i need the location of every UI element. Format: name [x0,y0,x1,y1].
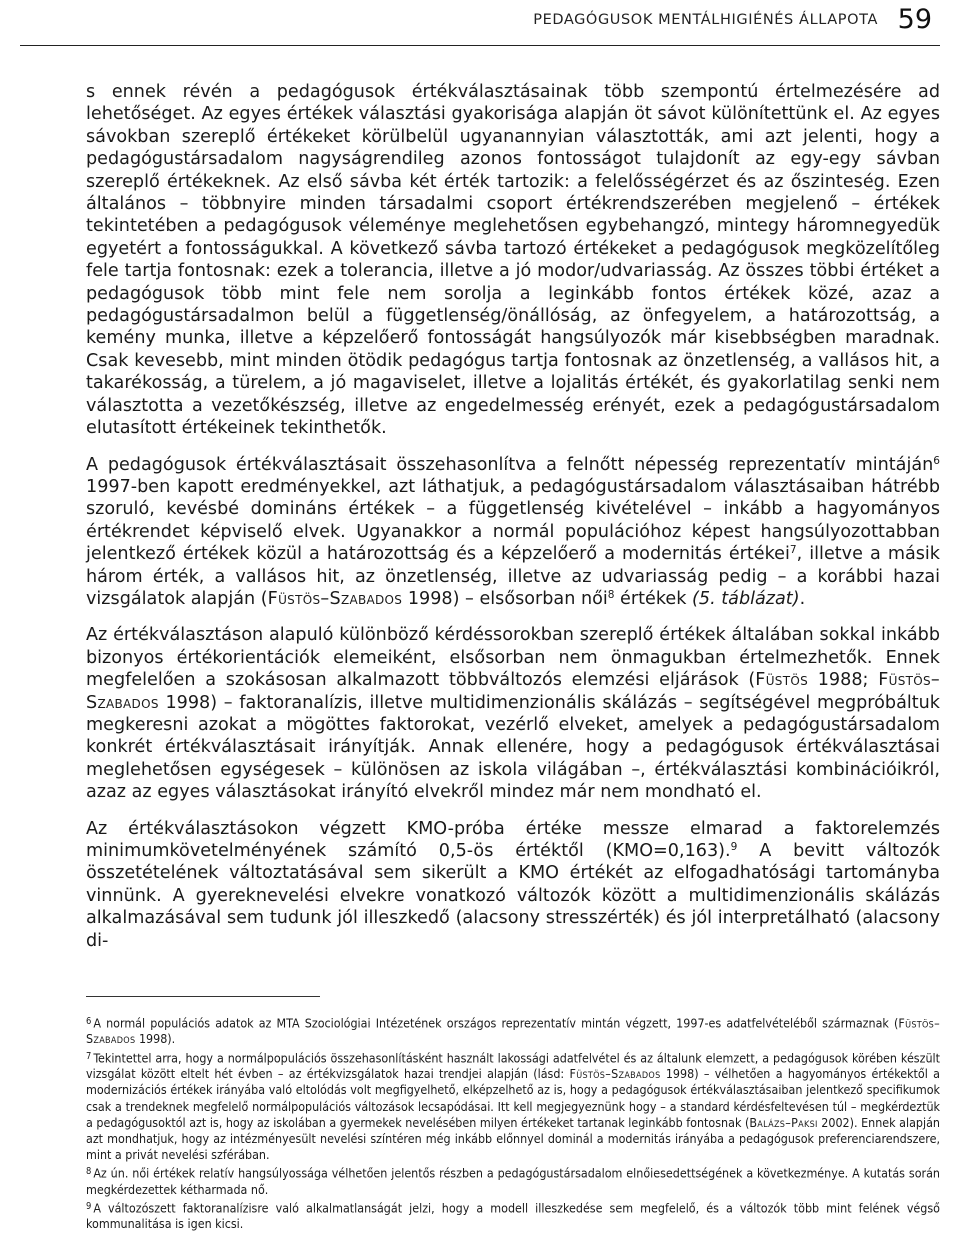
citation-author: Füstös–Szabados [267,588,403,609]
footnote [86,1199,940,1233]
footnote-rule [86,996,320,997]
text-run: 1998) – elsősorban női [402,588,608,609]
text-run: A bevitt változók összetételének változtatásával sem sikerült a KMO értékét az elfogadhatósági tartományba vinnünk. A gyereknevelési elvekre vonatkozó változók között a multidimenzionális skálázás alkalmazásával sem tudunk jól illeszkedő (alacsony stresszérték) és jól interpretálható (alacsony di- [86,841,940,951]
text-run: A pedagógusok értékválasztásait összehasonlítva a felnőtt népesség reprezentatív mintáján [86,454,934,475]
body-text [86,81,940,952]
footnote [86,1014,940,1048]
header-rule [20,45,940,46]
citation-author: Füstös–Szabados [569,1066,661,1082]
text-run: 1998) – vélhetően a hagyományos értékektől a modernizációs értékek irányába való eltolódás volt megfigyelhető, elképzelhető az is, hogy a pedagógusok értékválasztásaiban jelentkező specifikumok csak a trendeknek megfelelő normálpopulációs változások lecsapódásai. Itt kell megjegyeznünk hogy – a standard kérdésfeltevésen túl – megkérdeztük a pedagógusoktól azt is, hogy az iskolában a gyermekek nevelésében milyen értékeket tartanak leginkább fontosnak ( [86,1066,940,1130]
text-run: 1998). [135,1031,176,1047]
paragraph [86,624,940,803]
text-run: Tekintettel arra, hogy a normálpopulációs összehasonlításként használt lakossági adatfelvétel és az általunk elemzett, a pedagógusok körében készült vizsgálat között eltelt hét évben – az értékvizsgálatok hazai trendjei alapján (lásd: [86,1049,940,1082]
citation-author: Balázs–Paksi [749,1114,818,1130]
footnote-reference: 6 [933,454,940,467]
page-header [0,0,960,50]
footnote-number: 6 [86,1016,92,1027]
paragraph [86,454,940,611]
footnote-reference: 7 [789,544,797,557]
footnote-reference: 9 [730,841,738,854]
footnotes [86,1014,940,1234]
text-run: Az ún. női értékek relatív hangsúlyossága vélhetően jelentős részben a pedagógustársadalom elnőiesedettségének a következménye. A kutatás során megkérdezettek kétharmada nő. [86,1165,940,1197]
footnote-reference: 8 [607,589,615,602]
page-number: 59 [897,4,932,35]
footnote [86,1049,940,1164]
footnote-number: 9 [86,1200,92,1212]
text-run: értékek [614,588,693,609]
text-run: 2002). Ennek alapján azt mondhatjuk, hogy az intézményesült nevelési színtéren még inkább előnnyel dominál a modernitás irányába a pedagógusok preferenciarendszere, mint a privát nevelési szférában. [86,1114,940,1163]
citation-author: Füstös [755,670,808,691]
text-run: 1988; [808,670,879,691]
text-run: . [799,588,806,609]
footnote-number: 7 [86,1050,92,1062]
table-reference: (5. táblázat) [692,588,800,609]
footnote [86,1164,940,1198]
citation-author: Füstös–Szabados [86,670,940,713]
citation-author: Füstös–Szabados [86,1015,940,1047]
paragraph [86,818,940,952]
running-title: PEDAGÓGUSOK MENTÁLHIGIÉNÉS ÁLLAPOTA [533,12,878,28]
text-run: A változószett faktoranalízisre való alkalmatlanságát jelzi, hogy a modell illeszkedése sem megfelelő, és a változók több mint felének végső kommunalitása is igen kicsi. [86,1200,940,1232]
text-run: Az értékválasztásokon végzett KMO-próba értéke messze elmarad a faktorelemzés minimumkövetelményének számító 0,5-ös értéktől (KMO=0,163). [86,818,940,861]
text-run: Az értékválasztáson alapuló különböző kérdéssorokban szereplő értékek általában sokkal inkább bizonyos értékorientációk elemeiként, elsősorban nem önmagukban értelmezhetők. Ennek megfelelően a szokásosan alkalmazott többváltozós elemzési eljárások ( [86,625,940,691]
text-run: 1997-ben kapott eredményekkel, azt láthatjuk, a pedagógustársadalom választásaiban hátrébb szoruló, kevésbé domináns értékek – a függetlenség kivételével – inkább a hagyományos értékrendet képviselő elvek. Ugyanakkor a normál populációhoz képest hangsúlyozottabban jelentkező értékek közül a határozottság és a képzelőerő a modernitás értékei [86,476,940,565]
text-run: s ennek révén a pedagógusok értékválasztásainak több szempontú értelmezésére ad lehetőséget. Az egyes értékek választási gyakorisága alapján öt sávot különítettünk el. Az egyes sávokban szereplő értékeket körülbelül ugyanannyian választották, ami azt jelenti, hogy a pedagógustársadalom nagyságrendileg azonos fontosságot tulajdonít az egy-egy sávban szereplő értékeknek. Az első sávba két érték tartozik: a felelősségérzet és az őszinteség. Ezen általános – többnyire minden társadalmi csoport értékrendszerében megjelenő – értékek tekintetében a pedagógusok véleménye meglehetősen egybehangzó, mintegy háromnegyedük egyetért a fontosságukkal. A következő sávba tartozó értékeket a pedagógusok megközelítőleg fele tartja fontosnak: ezek a tolerancia, illetve a jó modor/udvariasság. Az összes többi értéket a pedagógusok több mint fele nem sorolja a leginkább fontos értékek közé, azaz a pedagógustársadalmon belül a függetlenség/önállóság, az önfegyelem, a határozottság, a kemény munka, illetve a képzelőerő fontosságát hangsúlyozók már kisebbségben maradnak. Csak kevesebb, mint minden ötödik pedagógus tartja fontosnak az önzetlenség, a vallásos hit, a takarékosság, a türelem, a jó magaviselet, illetve a lojalitás értékét, és gyakorlatilag senki nem választotta a vezetőkészség, illetve az engedelmesség erényét, ezek a pedagógustársadalom elutasított értékeinek tekinthetők. [86,82,940,439]
footnote-number: 8 [86,1166,92,1178]
text-run: 1998) – faktoranalízis, illetve multidimenzionális skálázás – segítségével megpróbáltuk megkeresni azokat a mögöttes faktorokat, vezérlő elveket, amelyek a pedagógustársadalom konkrét értékválasztásait irányítják. Annak ellenére, hogy a pedagógusok értékválasztásai meglehetősen egységesek – különösen az iskola világában –, értékválasztási kombinációikról, azaz az egyes választásokat irányító elvekről mindez már nem mondható el. [86,692,940,803]
text-run: A normál populációs adatok az MTA Szociológiai Intézetének országos reprezentatív mintán végzett, 1997-es adatfelvételéből származnak ( [93,1015,899,1031]
paragraph [86,81,940,440]
text-run: , illetve a másik három érték, a vallásos hit, az önzetlenség, illetve az udvariasság pedig – a korábbi hazai vizsgálatok alapján ( [86,544,940,609]
